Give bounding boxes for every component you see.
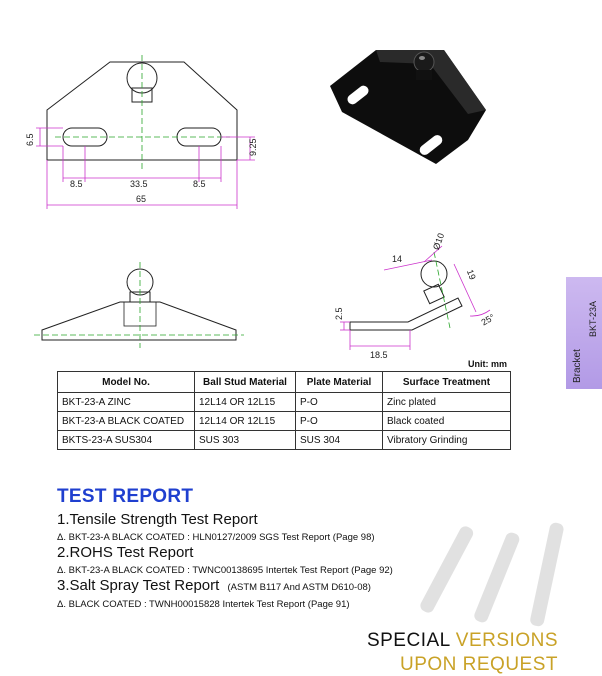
dim-18-5: 18.5 — [370, 350, 388, 360]
cell-model: BKTS-23-A SUS304 — [58, 431, 195, 450]
spec-table-header-row — [58, 372, 511, 393]
header-ball-stud: Ball Stud Material — [195, 372, 296, 393]
angled-view-svg — [330, 232, 510, 362]
report-detail-salt-spray: Δ. BLACK COATED : TWNH00015828 Intertek Test Report (Page 91) — [57, 599, 350, 610]
cell-ball: SUS 303 — [195, 431, 296, 450]
report-heading-text: 2.ROHS Test Report — [57, 544, 194, 561]
dim-33-5: 33.5 — [130, 179, 148, 189]
cell-model: BKT-23-A ZINC — [58, 393, 195, 412]
dim-2-5: 2.5 — [334, 307, 344, 320]
dim-19: 19 — [464, 268, 478, 282]
side-view-svg — [30, 260, 250, 350]
special-word: SPECIAL — [366, 630, 451, 651]
dim-14: 14 — [392, 254, 403, 264]
report-heading-text: 1.Tensile Strength Test Report — [57, 511, 258, 528]
top-view-drawing — [0, 0, 300, 215]
report-heading-salt-spray — [57, 577, 371, 594]
table-row — [58, 431, 511, 450]
header-surface: Surface Treatment — [383, 372, 511, 393]
dim-8-5-right: 8.5 — [193, 179, 206, 189]
dim-d10: Ø10 — [430, 232, 447, 252]
product-photo-svg — [318, 40, 498, 180]
cell-model: BKT-23-A BLACK COATED — [58, 412, 195, 431]
gas-spring-watermark — [400, 512, 600, 642]
special-versions-line — [367, 630, 558, 652]
cell-plate: P-O — [296, 393, 383, 412]
dim-6-5: 6.5 — [25, 133, 35, 146]
side-tab-category: Bracket — [572, 349, 583, 383]
cell-surface: Black coated — [383, 412, 511, 431]
upon-request-line: UPON REQUEST — [399, 654, 558, 675]
table-row — [58, 393, 511, 412]
side-view-drawing — [30, 260, 250, 350]
cell-ball: 12L14 OR 12L15 — [195, 393, 296, 412]
cell-plate: SUS 304 — [296, 431, 383, 450]
header-plate: Plate Material — [296, 372, 383, 393]
cell-plate: P-O — [296, 412, 383, 431]
angled-view-drawing — [330, 232, 510, 362]
report-heading-tensile — [57, 511, 258, 528]
report-heading-note: (ASTM B117 And ASTM D610-08) — [227, 582, 371, 593]
dim-9-25: 9.25 — [248, 138, 258, 156]
side-tab-model: BKT-23A — [588, 300, 598, 337]
dim-25-deg: 25° — [479, 311, 497, 328]
spec-table — [57, 371, 511, 450]
unit-label: Unit: mm — [468, 359, 507, 369]
report-detail-rohs: Δ. BKT-23-A BLACK COATED : TWNC00138695 Intertek Test Report (Page 92) — [57, 565, 393, 576]
test-report-title: TEST REPORT — [57, 486, 194, 507]
gas-spring-svg — [400, 512, 600, 642]
dim-65: 65 — [136, 194, 147, 204]
dim-8-5-left: 8.5 — [70, 179, 83, 189]
category-side-tab — [566, 277, 602, 389]
header-model: Model No. — [58, 372, 195, 393]
table-row — [58, 412, 511, 431]
versions-word: VERSIONS — [455, 630, 558, 651]
report-heading-rohs — [57, 544, 193, 561]
cell-surface: Zinc plated — [383, 393, 511, 412]
top-view-svg — [0, 0, 300, 215]
report-detail-tensile: Δ. BKT-23-A BLACK COATED : HLN0127/2009 SGS Test Report (Page 98) — [57, 532, 375, 543]
report-heading-text: 3.Salt Spray Test Report — [57, 577, 220, 594]
cell-ball: 12L14 OR 12L15 — [195, 412, 296, 431]
product-photo — [318, 40, 498, 180]
cell-surface: Vibratory Grinding — [383, 431, 511, 450]
